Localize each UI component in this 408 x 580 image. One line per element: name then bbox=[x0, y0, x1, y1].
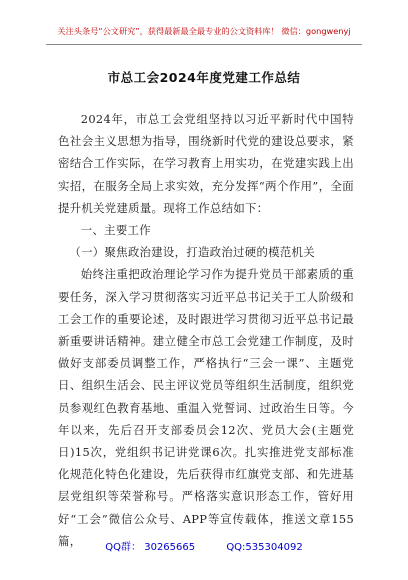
footer-qq-group: QQ群： 30265665 bbox=[105, 542, 196, 553]
intro-paragraph: 2024年，市总工会党组坚持以习近平新时代中国特色社会主义思想为指导，围绕新时代党的建设总要求，紧密结合工作实际，在学习教育上用实功，在党建实践上出实招，在服务全局上求实效，充分发挥“两个作用”，全面提升机关党建质量。现将工作总结如下： bbox=[58, 112, 354, 215]
document-body bbox=[58, 108, 354, 552]
subsection-heading: （一）聚焦政治建设，打造政治过硬的模范机关 bbox=[69, 245, 315, 260]
body-paragraph: 始终注重把政治理论学习作为提升党员干部素质的重要任务，深入学习贯彻落实习近平总书记关于工人阶级和工会工作的重要论述，及时跟进学习贯彻习近平总书记最新重要讲话精神。建立健全市总工会党建工作制度，及时做好支部委员调整工作，严格执行“三会一课”、主题党日、组织生活会、民主评议党员等组织生活制度，组织党员参观红色教育基地、重温入党誓词、过政治生日等。今年以来，先后召开支部委员会12次、党员大会(主题党日)15次，党组织书记讲党课6次。扎实推进党支部标准化规范化特色化建设，先后获得市红旗党支部、和先进基层党组织等荣誉称号。严格落实意识形态工作，管好用好“工会”微信公众号、APP等宣传载体，推送文章155篇， bbox=[58, 267, 354, 548]
page-footer bbox=[0, 538, 408, 553]
document-title: 市总工会2024年度党建工作总结 bbox=[107, 70, 301, 85]
footer-qq-contact: QQ:535304092 bbox=[226, 542, 303, 553]
section-heading: 一、主要工作 bbox=[80, 223, 151, 238]
top-banner: 关注头条号“公文研究”，获得最新最全最专业的公文资料库！ 微信：gongwenyj bbox=[57, 26, 351, 36]
banner-divider bbox=[46, 44, 362, 45]
